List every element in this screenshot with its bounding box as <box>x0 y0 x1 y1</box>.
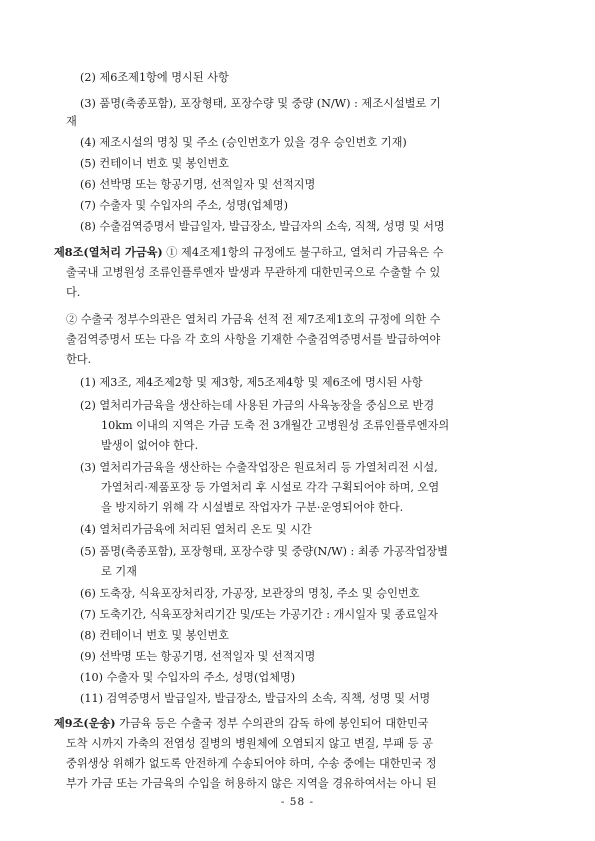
list-item: (8) 수출검역증명서 발급일자, 발급장소, 발급자의 소속, 직책, 성명 및 서명 <box>80 220 445 233</box>
list-item: (9) 선박명 또는 항공기명, 선적일자 및 선적지명 <box>80 650 316 663</box>
list-item: (3) 품명(축종포함), 포장형태, 포장수량 및 중량 (N/W) : 제조시설별로 기 <box>80 97 441 110</box>
list-item: (11) 검역증명서 발급일자, 발급장소, 발급자의 소속, 직책, 성명 및 서명 <box>80 692 431 705</box>
article-9-line-1 <box>54 716 429 731</box>
list-item: (6) 도축장, 식육포장처리장, 가공장, 보관장의 명칭, 주소 및 승인번호 <box>80 587 420 600</box>
list-item-continuation: 가열처리·제품포장 등 가열처리 후 시설로 각각 구획되어야 하며, 오염 <box>101 481 440 494</box>
article-8-text: ① 제4조제1항의 규정에도 불구하고, 열처리 가금육은 수 <box>162 246 444 259</box>
list-item: (7) 도축기간, 식육포장처리기간 및/또는 가공기간 : 개시일자 및 종료일자 <box>80 608 438 621</box>
article-8-line-1 <box>54 245 444 260</box>
article-9-line-2: 도착 시까지 가축의 전염성 질병의 병원체에 오염되지 않고 변질, 부패 등 공 <box>66 737 433 750</box>
article-9-line-3: 중위생상 위해가 없도록 안전하게 수송되어야 하며, 수송 중에는 대한민국 정 <box>66 757 437 770</box>
article-8-line-2: 출국내 고병원성 조류인플루엔자 발생과 무관하게 대한민국으로 수출할 수 있 <box>66 266 441 279</box>
list-item: (5) 품명(축종포함), 포장형태, 포장수량 및 중량(N/W) : 최종 가공작업장별 <box>80 545 448 558</box>
list-item-continuation: 발생이 없어야 한다. <box>101 439 199 452</box>
article-9-text: 가금육 등은 수출국 정부 수의관의 감독 하에 봉인되어 대한민국 <box>115 717 429 730</box>
list-item: (1) 제3조, 제4조제2항 및 제3항, 제5조제4항 및 제6조에 명시된 사항 <box>80 376 423 389</box>
list-item: (8) 컨테이너 번호 및 봉인번호 <box>80 629 229 642</box>
article-9-line-4: 부가 가금 또는 가금육의 수입을 허용하지 않은 지역을 경유하여서는 아니 된 <box>66 777 437 790</box>
article-9-heading: 제9조(운송) <box>54 716 116 730</box>
list-item-continuation: 10km 이내의 지역은 가금 도축 전 3개월간 고병원성 조류인플루엔자의 <box>101 419 450 432</box>
list-item-continuation: 재 <box>66 115 77 128</box>
page-number: - 58 - <box>280 796 315 808</box>
list-item-continuation: 을 방지하기 위해 각 시설별로 작업자가 구분·운영되어야 한다. <box>101 501 404 514</box>
article-8-para-2-line-1: ② 수출국 정부수의관은 열처리 가금육 선적 전 제7조제1호의 규정에 의한 수 <box>66 313 441 326</box>
list-item: (6) 선박명 또는 항공기명, 선적일자 및 선적지명 <box>80 178 316 191</box>
article-8-line-3: 다. <box>66 286 81 299</box>
list-item: (4) 열처리가금육에 처리된 열처리 온도 및 시간 <box>80 523 312 536</box>
article-8-para-2-line-2: 출검역증명서 또는 다음 각 호의 사항을 기재한 수출검역증명서를 발급하여야 <box>66 333 441 346</box>
list-item: (3) 열처리가금육을 생산하는 수출작업장은 원료처리 등 가열처리전 시설, <box>80 461 438 474</box>
list-item: (4) 제조시설의 명칭 및 주소 (승인번호가 있을 경우 승인번호 기재) <box>80 136 407 149</box>
list-item: (5) 컨테이너 번호 및 봉인번호 <box>80 157 229 170</box>
list-item: (2) 제6조제1항에 명시된 사항 <box>80 71 229 84</box>
article-8-heading: 제8조(열처리 가금육) <box>54 245 163 259</box>
list-item: (10) 수출자 및 수입자의 주소, 성명(업체명) <box>80 671 296 684</box>
article-8-para-2-line-3: 한다. <box>66 353 92 366</box>
list-item: (2) 열처리가금육을 생산하는데 사용된 가금의 사육농장을 중심으로 반경 <box>80 399 435 412</box>
list-item: (7) 수출자 및 수입자의 주소, 성명(업체명) <box>80 199 289 212</box>
list-item-continuation: 로 기재 <box>101 565 137 578</box>
